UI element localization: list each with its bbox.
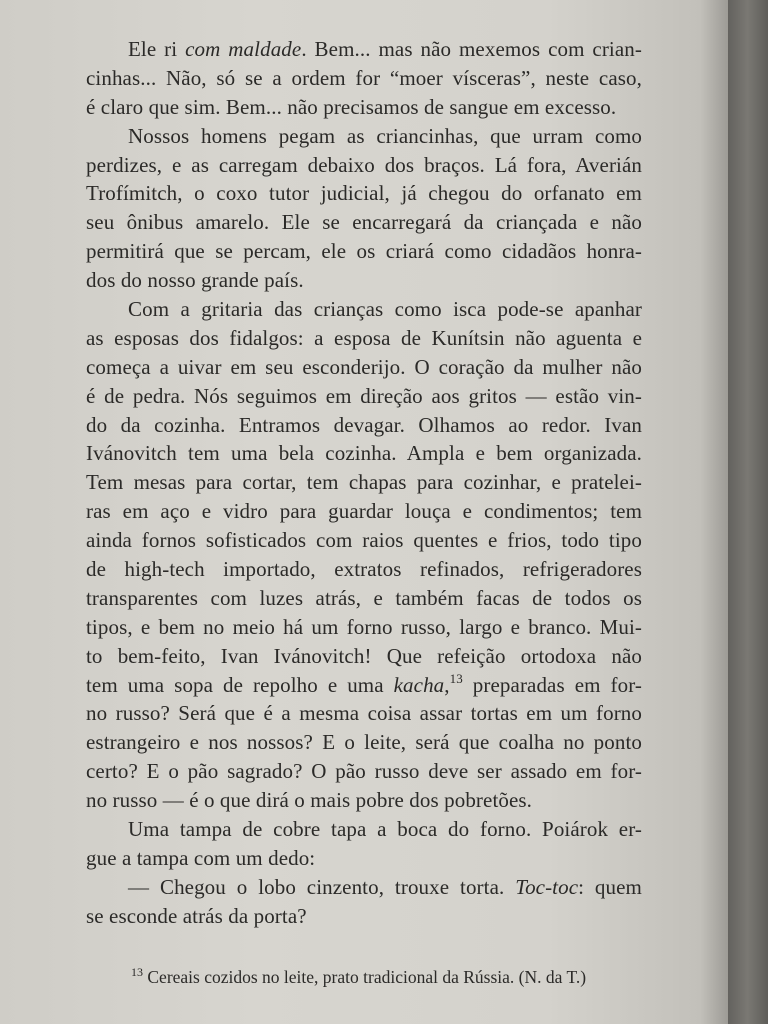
text-line [86,671,642,700]
text-segment: Ele ri [128,37,186,61]
text-segment: é de pedra. Nós seguimos em direção aos gritos — estão vin- [86,383,642,408]
text-segment: é claro que sim. Bem... não precisamos de sangue em excesso. [86,94,617,119]
text-line [86,64,642,93]
paragraph [86,815,642,873]
text-line [86,873,642,902]
text-segment: se esconde atrás da porta? [86,903,307,928]
text-segment: . Bem... mas não mexemos com crian- [301,37,642,61]
text-line [86,584,642,613]
text-segment: ras em aço e vidro para guardar louça e condimentos; tem [86,499,642,524]
text-segment: as esposas dos fidalgos: a esposa de Kunítsin não aguenta e [86,325,642,350]
text-segment: , [444,672,450,697]
text-segment: no russo? Será que é a mesma coisa assar tortas em um forno [86,701,642,726]
text-line [86,324,642,353]
text-segment: do da cozinha. Entramos devagar. Olhamos ao redor. Ivan [86,412,642,437]
text-line [86,844,642,873]
text-line [86,757,642,786]
text-segment: preparadas em for- [462,672,642,697]
footnote [131,967,651,988]
text-line [86,353,642,382]
text-line [86,468,642,497]
text-line [86,179,642,208]
text-segment: Com a gritaria das crianças como isca pode-se apanhar [128,297,642,322]
italic-text: Toc-toc [515,874,579,899]
italic-text: com maldade [185,37,302,61]
text-line [86,613,642,642]
paragraph [86,122,642,295]
footnote-text: Cereais cozidos no leite, prato tradicional da Rússia. (N. da T.) [143,967,587,987]
text-segment: cinhas... Não, só se a ordem for “moer vísceras”, neste caso, [86,65,642,90]
text-line [86,93,642,122]
text-segment: no russo — é o que dirá o mais pobre dos pobretões. [86,788,533,813]
text-segment: Nossos homens pegam as criancinhas, que urram como [128,123,642,148]
text-line [86,35,642,64]
text-segment: perdizes, e as carregam debaixo dos braços. Lá fora, Averián [86,152,642,177]
paragraph [86,295,642,815]
text-segment: seu ônibus amarelo. Ele se encarregará da criançada e não [86,210,642,235]
text-segment: dos do nosso grande país. [86,268,304,293]
text-line [86,526,642,555]
text-line [86,902,642,931]
text-line [86,151,642,180]
text-segment: ainda fornos sofisticados com raios quentes e frios, todo tipo [86,528,642,553]
text-segment: tipos, e bem no meio há um forno russo, largo e branco. Mui- [86,614,642,639]
text-line [86,411,642,440]
text-segment: começa a uivar em seu esconderijo. O coração da mulher não [86,354,642,379]
italic-text: kacha [393,672,445,697]
text-segment: Tem mesas para cortar, tem chapas para cozinhar, e pratelei- [86,470,642,495]
text-line [86,497,642,526]
text-segment: to bem-feito, Ivan Ivánovitch! Que refeição ortodoxa não [86,643,642,668]
text-line [86,295,642,324]
text-line [86,555,642,584]
text-line [86,786,642,815]
text-segment: — Chegou o lobo cinzento, trouxe torta. [128,874,516,899]
text-line [86,728,642,757]
footnote-reference: 13 [449,670,463,686]
text-line [86,237,642,266]
text-line [86,266,642,295]
text-line [86,208,642,237]
text-line [86,815,642,844]
text-line [86,642,642,671]
text-segment: certo? E o pão sagrado? O pão russo deve ser assado em for- [86,759,642,784]
text-segment: Uma tampa de cobre tapa a boca do forno. Poiárok er- [128,817,642,842]
text-segment: estrangeiro e nos nossos? E o leite, será que coalha no ponto [86,730,642,755]
text-line [86,439,642,468]
paragraph [86,873,642,931]
page-edge-shadow [700,0,768,1024]
text-segment: de high-tech importado, extratos refinados, refrigeradores [86,557,642,582]
body-text [86,35,642,931]
text-segment: gue a tampa com um dedo: [86,845,316,870]
text-line [86,699,642,728]
text-segment: Trofímitch, o coxo tutor judicial, já chegou do orfanato em [86,181,642,206]
text-line [86,382,642,411]
text-segment: tem uma sopa de repolho e uma [86,672,394,697]
text-segment: : quem [578,874,642,899]
text-segment: Ivánovitch tem uma bela cozinha. Ampla e bem organizada. [86,441,642,466]
footnote-number: 13 [131,965,143,979]
text-line [86,122,642,151]
text-segment: transparentes com luzes atrás, e também facas de todos os [86,585,642,610]
text-segment: permitirá que se percam, ele os criará como cidadãos honra- [86,239,642,264]
paragraph [86,35,642,122]
